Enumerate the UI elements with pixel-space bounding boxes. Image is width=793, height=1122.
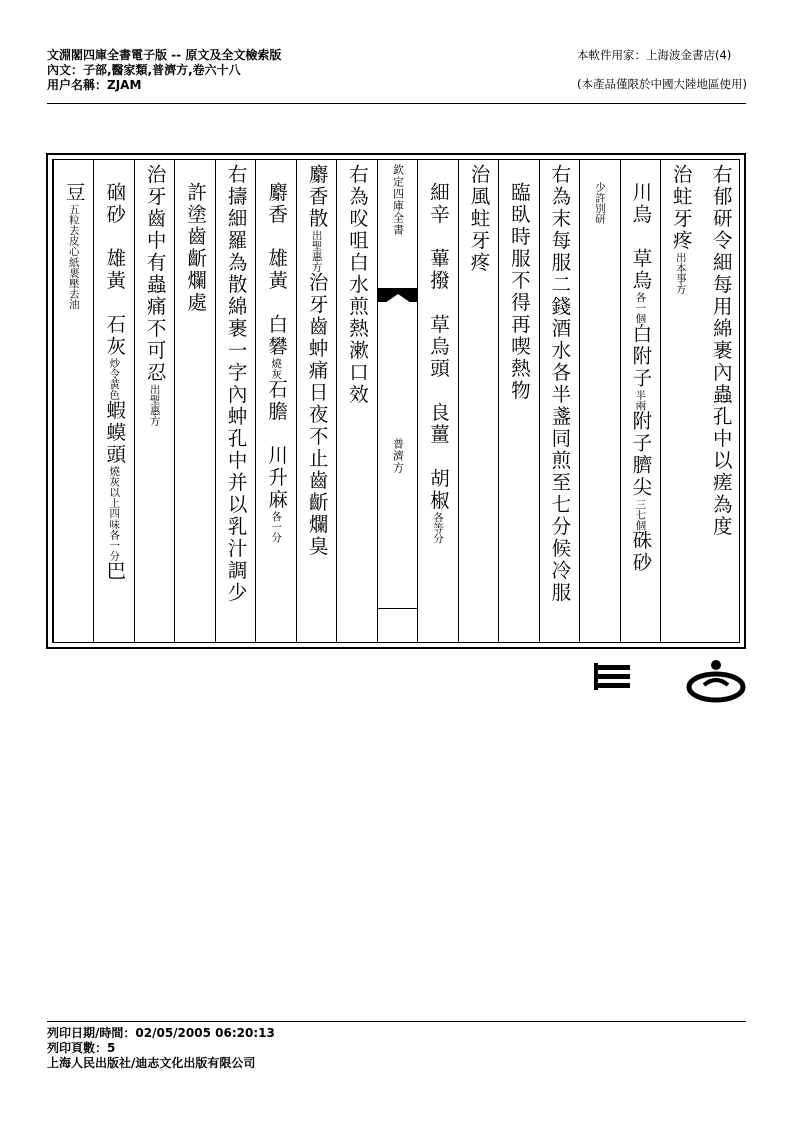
main-text: 臨臥時服不得再喫熱物 [507,182,531,402]
text-column [336,160,376,642]
page-footer [47,1026,275,1071]
main-text: 附子臍尖 [629,410,653,499]
text-column [134,160,174,642]
edge-column [377,160,417,642]
page-header-left [47,48,281,93]
edge-divider [378,608,417,609]
main-text: 右為㕮咀白水煎熱漱口效 [346,164,370,406]
main-text: 右郁研令細每用綿裹內蟲孔中以瘥為度 [709,164,733,538]
main-text: 麝香散 [305,164,329,230]
page-frame [46,153,746,649]
column-text [548,164,570,604]
main-text: 豆 [62,182,86,204]
column-text [508,164,530,402]
interlinear-note: 出聖惠方 [310,230,323,272]
interlinear-note: 燒灰以上四味各一分 [108,466,121,561]
column-text [467,164,489,274]
footer-rule [47,1021,746,1022]
print-page-count: 列印頁數：5 [47,1041,116,1055]
text-column [215,160,255,642]
main-text: 白附子 [629,323,653,390]
text-column [255,160,295,642]
text-column [660,160,700,642]
publisher-name: 上海人民出版社/迪志文化出版有限公司 [47,1056,256,1070]
interlinear-note: 五粒去皮心紙裹壓去油 [67,204,80,309]
column-text [103,164,125,583]
interlinear-note: 各一個 [634,292,647,324]
interlinear-note: 半兩 [634,389,647,411]
interlinear-note: 三七個 [634,498,647,530]
main-text: 川烏 草烏 [629,182,653,292]
text-column [296,160,336,642]
main-text: 許塗齒齗爛處 [184,182,208,314]
main-text: 治風蛀牙疼 [467,164,491,274]
main-text: 麝香 雄黃 白礬 [265,182,289,358]
column-text [144,164,166,426]
interlinear-note: 少許別研 [593,182,606,224]
text-column [53,160,93,642]
header-username: 用户名稱：ZJAM [47,78,142,92]
main-text: 治蛀牙疼 [669,164,693,252]
text-column [174,160,214,642]
main-text: 右為末每服二錢酒水各半盞同煎至七分候冷服 [548,164,572,604]
text-columns [52,159,740,643]
interlinear-note: 炒令黃色 [108,358,121,400]
seal-logo-icon [686,657,746,703]
edge-book-title: 欽定四庫全書 [391,164,405,236]
text-column [417,160,457,642]
main-text: 右擣細羅為散綿裹一字內蚛孔中并以乳汁調少 [224,164,248,604]
main-text: 蝦蟆頭 [103,400,127,466]
main-text: 巴 [103,560,127,583]
column-text [306,164,328,558]
main-text: 硇砂 雄黃 石灰 [103,182,127,358]
main-text: 治牙齒中有蟲痛不可忍 [143,164,167,384]
column-text [184,164,206,314]
fishtail-mark-icon [378,288,417,302]
column-text [265,164,287,543]
interlinear-note: 燒灰 [270,358,283,379]
column-text [427,164,449,544]
text-column [498,160,538,642]
header-rule [47,103,746,104]
header-licensee: 本軟件用家：上海波金書店(4) [577,48,732,62]
column-text [225,164,247,604]
column-text [710,164,732,538]
header-region-notice: (本產品僅限於中國大陸地區使用) [577,77,747,91]
text-column [620,160,660,642]
column-text [589,164,611,224]
print-datetime: 列印日期/時間：02/05/2005 06:20:13 [47,1026,275,1040]
column-text [63,164,85,309]
interlinear-note: 各等分 [431,512,444,544]
page-header-right [577,48,747,92]
edge-section-title: 普濟方 [391,438,405,474]
main-text: 硃砂 [629,530,653,574]
interlinear-note: 各一分 [270,511,283,543]
header-title: 文淵閣四庫全書電子版 -- 原文及全文檢索版 [47,48,282,62]
main-text: 細辛 蓽撥 草烏頭 良薑 胡椒 [426,182,450,512]
text-column [701,160,741,642]
column-text [629,164,651,574]
publisher-logo-icon [592,657,632,693]
text-column [93,160,133,642]
interlinear-note: 出本事方 [674,252,687,294]
main-text: 治牙齒蚛痛日夜不止齒齗爛臭 [305,272,329,558]
text-column [539,160,579,642]
text-column [579,160,619,642]
column-text [670,164,692,294]
column-text [346,164,368,406]
main-text: 石膽 川升麻 [265,379,289,511]
text-column [458,160,498,642]
interlinear-note: 出聖惠方 [148,384,161,426]
header-content-path: 內文：子部,醫家類,普濟方,卷六十八 [47,63,241,77]
